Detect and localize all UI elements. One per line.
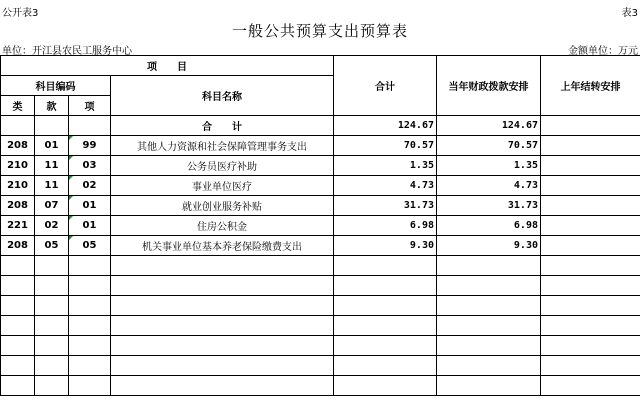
total-blank-cell: [69, 116, 111, 136]
empty-cell: [541, 356, 640, 376]
subject-name-cell: 公务员医疗补助: [111, 156, 334, 176]
form-code: 公开表3: [2, 8, 39, 19]
table-row: [1, 236, 640, 256]
empty-cell: [69, 376, 111, 396]
empty-cell: [334, 356, 437, 376]
total-blank-cell: [1, 116, 35, 136]
empty-cell: [69, 356, 111, 376]
subject-name-cell: 其他人力资源和社会保障管理事务支出: [111, 136, 334, 156]
header-row-1: [1, 56, 640, 76]
empty-cell: [437, 376, 541, 396]
empty-cell: [111, 296, 334, 316]
empty-cell: [541, 276, 640, 296]
empty-row: [1, 336, 640, 356]
empty-cell: [111, 376, 334, 396]
empty-cell: [541, 296, 640, 316]
carryover-cell: [541, 196, 640, 216]
xiang-code-cell: 03: [69, 156, 111, 176]
subject-name-cell: 事业单位医疗: [111, 176, 334, 196]
kuan-code-cell: 11: [35, 156, 69, 176]
empty-cell: [1, 336, 35, 356]
empty-row: [1, 256, 640, 276]
subject-name-cell: 机关事业单位基本养老保险缴费支出: [111, 236, 334, 256]
class-code-cell: 208: [1, 236, 35, 256]
total-blank-cell: [35, 116, 69, 136]
header-kuan: 款: [35, 96, 69, 116]
empty-cell: [69, 296, 111, 316]
current-year-cell: 70.57: [437, 136, 541, 156]
empty-cell: [334, 376, 437, 396]
empty-cell: [69, 256, 111, 276]
table-row: [1, 136, 640, 156]
xiang-code-cell: 05: [69, 236, 111, 256]
empty-row: [1, 296, 640, 316]
total-cell: 31.73: [334, 196, 437, 216]
total-cell: 4.73: [334, 176, 437, 196]
xiang-code-cell: 01: [69, 196, 111, 216]
total-current-year: 124.67: [437, 116, 541, 136]
header-subject-name: 科目名称: [111, 76, 334, 116]
carryover-cell: [541, 176, 640, 196]
kuan-code-cell: 02: [35, 216, 69, 236]
empty-cell: [541, 316, 640, 336]
table-row: [1, 216, 640, 236]
empty-cell: [111, 276, 334, 296]
table-row: [1, 176, 640, 196]
current-year-cell: 9.30: [437, 236, 541, 256]
empty-cell: [69, 316, 111, 336]
header-xiang: 项: [69, 96, 111, 116]
header-current-year: 当年财政拨款安排: [437, 56, 541, 116]
class-code-cell: 210: [1, 176, 35, 196]
class-code-cell: 221: [1, 216, 35, 236]
empty-row: [1, 316, 640, 336]
current-year-cell: 1.35: [437, 156, 541, 176]
class-code-cell: 210: [1, 156, 35, 176]
empty-cell: [1, 296, 35, 316]
empty-cell: [111, 356, 334, 376]
empty-cell: [35, 376, 69, 396]
empty-cell: [35, 276, 69, 296]
empty-cell: [334, 276, 437, 296]
carryover-cell: [541, 216, 640, 236]
empty-cell: [111, 316, 334, 336]
header-carryover: 上年结转安排: [541, 56, 640, 116]
carryover-cell: [541, 156, 640, 176]
header-item: 项 目: [1, 56, 334, 76]
subject-name-cell: 就业创业服务补贴: [111, 196, 334, 216]
class-code-cell: 208: [1, 196, 35, 216]
empty-cell: [1, 356, 35, 376]
empty-cell: [69, 336, 111, 356]
xiang-code-cell: 01: [69, 216, 111, 236]
total-carryover: [541, 116, 640, 136]
empty-cell: [437, 296, 541, 316]
total-cell: 1.35: [334, 156, 437, 176]
empty-cell: [334, 256, 437, 276]
empty-cell: [437, 336, 541, 356]
empty-row: [1, 376, 640, 396]
empty-cell: [437, 276, 541, 296]
header-subject-code: 科目编码: [1, 76, 111, 96]
empty-cell: [111, 256, 334, 276]
empty-row: [1, 276, 640, 296]
empty-cell: [1, 316, 35, 336]
class-code-cell: 208: [1, 136, 35, 156]
carryover-cell: [541, 236, 640, 256]
kuan-code-cell: 05: [35, 236, 69, 256]
kuan-code-cell: 11: [35, 176, 69, 196]
xiang-code-cell: 02: [69, 176, 111, 196]
empty-cell: [334, 316, 437, 336]
budget-table: [0, 55, 640, 396]
form-code-right: 表3: [621, 8, 638, 19]
total-cell: 6.98: [334, 216, 437, 236]
total-amount: 124.67: [334, 116, 437, 136]
empty-cell: [35, 256, 69, 276]
xiang-code-cell: 99: [69, 136, 111, 156]
empty-cell: [35, 296, 69, 316]
table-row: [1, 156, 640, 176]
empty-cell: [111, 336, 334, 356]
total-label: 合 计: [111, 116, 334, 136]
current-year-cell: 6.98: [437, 216, 541, 236]
empty-cell: [35, 336, 69, 356]
empty-cell: [1, 376, 35, 396]
empty-cell: [1, 276, 35, 296]
empty-cell: [334, 336, 437, 356]
empty-cell: [541, 256, 640, 276]
total-cell: 9.30: [334, 236, 437, 256]
table-row: [1, 196, 640, 216]
empty-cell: [35, 356, 69, 376]
unit-label: 单位：开江县农民工服务中心: [2, 46, 132, 57]
empty-cell: [35, 316, 69, 336]
header-total: 合计: [334, 56, 437, 116]
total-cell: 70.57: [334, 136, 437, 156]
total-row: [1, 116, 640, 136]
current-year-cell: 4.73: [437, 176, 541, 196]
kuan-code-cell: 07: [35, 196, 69, 216]
empty-cell: [437, 256, 541, 276]
empty-cell: [1, 256, 35, 276]
page-title: 一般公共预算支出预算表: [231, 22, 408, 40]
empty-row: [1, 356, 640, 376]
empty-cell: [541, 376, 640, 396]
kuan-code-cell: 01: [35, 136, 69, 156]
empty-cell: [437, 356, 541, 376]
subject-name-cell: 住房公积金: [111, 216, 334, 236]
empty-cell: [69, 276, 111, 296]
current-year-cell: 31.73: [437, 196, 541, 216]
empty-cell: [541, 336, 640, 356]
empty-cell: [437, 316, 541, 336]
carryover-cell: [541, 136, 640, 156]
money-unit-label: 金额单位：万元: [568, 46, 638, 57]
empty-cell: [334, 296, 437, 316]
header-class: 类: [1, 96, 35, 116]
